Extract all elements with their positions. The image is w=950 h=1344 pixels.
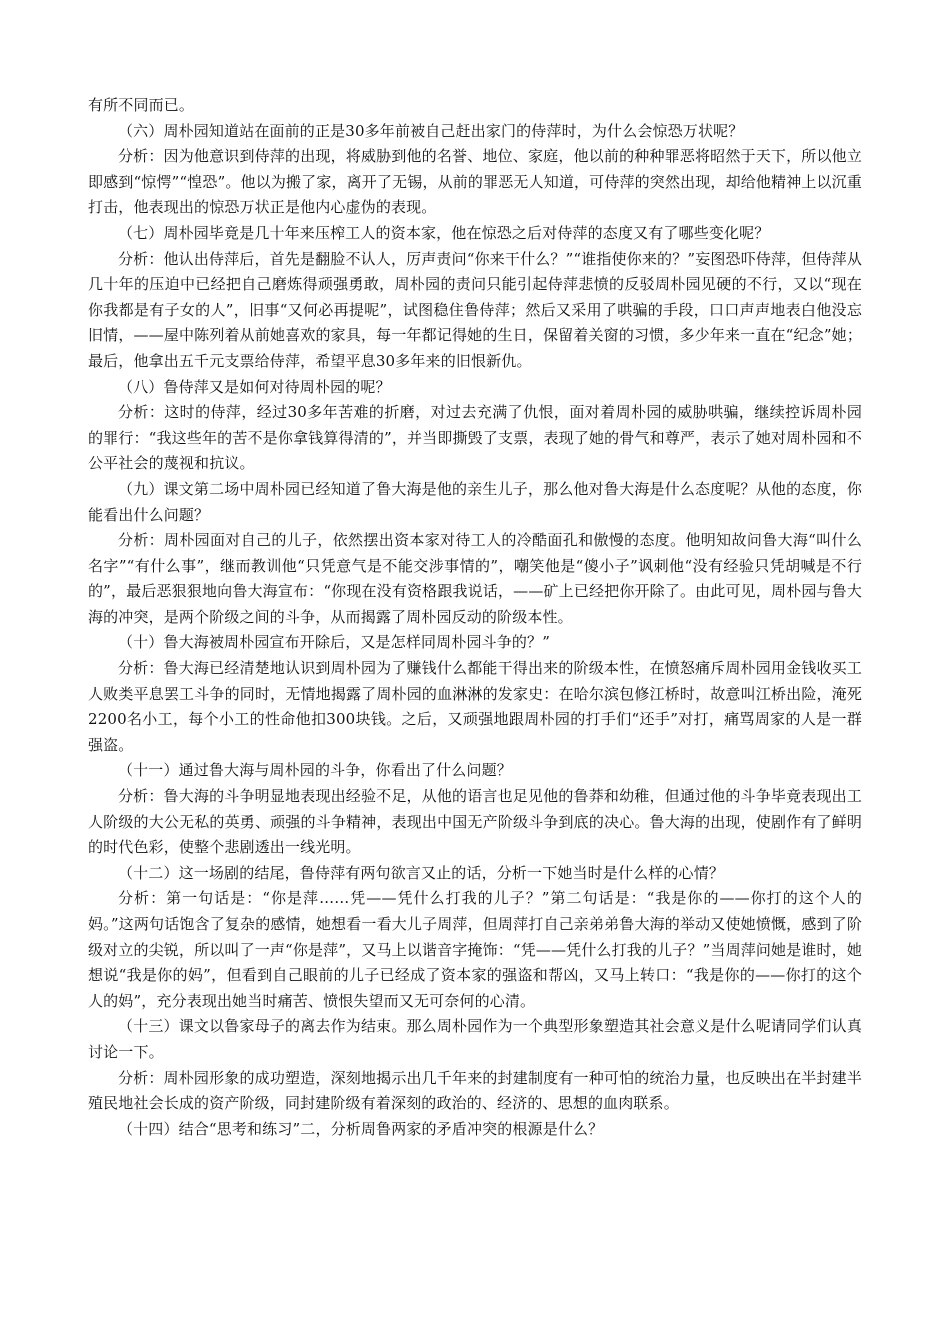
question-6: （六）周朴园知道站在面前的正是30多年前被自己赶出家门的侍萍时，为什么会惊恐万状呢？	[118, 121, 744, 140]
analysis-8: 分析：这时的侍萍，经过30多年苦难的折磨，对过去充满了仇恨，面对着周朴园的威胁哄骗，继续控诉周朴园的罪行：“我这些年的苦不是你拿钱算得清的”，并当即撕毁了支票，表现了她的骨气和尊严，表示了她对周朴园和不公平社会的蔑视和抗议。	[88, 403, 862, 473]
question-9: （九）课文第二场中周朴园已经知道了鲁大海是他的亲生儿子，那么他对鲁大海是什么态度呢？从他的态度，你能看出什么问题？	[88, 479, 862, 524]
analysis-6: 分析：因为他意识到侍萍的出现，将威胁到他的名誉、地位、家庭，他以前的种种罪恶将昭然于天下，所以他立即感到“惊愕”“惶恐”。他以为搬了家，离开了无锡，从前的罪恶无人知道，可侍萍的突然出现，却给他精神上以沉重打击，他表现出的惊恐万状正是他内心虚伪的表现。	[88, 147, 862, 217]
question-11: （十一）通过鲁大海与周朴园的斗争，你看出了什么问题？	[118, 761, 512, 780]
analysis-13: 分析：周朴园形象的成功塑造，深刻地揭示出几千年来的封建制度有一种可怕的统治力量，也反映出在半封建半殖民地社会长成的资产阶级，同封建阶级有着深刻的政治的、经济的、思想的血肉联系。	[88, 1068, 862, 1113]
analysis-12: 分析：第一句话是：“你是萍……凭——凭什么打我的儿子？”第二句话是：“我是你的——你打的这个人的妈。”这两句话饱含了复杂的感情，她想看一看大儿子周萍，但周萍打自己亲弟弟鲁大海的举动又使她愤慨，感到了阶级对立的尖锐，所以叫了一声“你是萍”，又马上以谐音字掩饰：“凭——凭什么打我的儿子？”当周萍问她是谁时，她想说“我是你的妈”，但看到自己眼前的儿子已经成了资本家的强盗和帮凶，又马上转口：“我是你的——你打的这个人的妈”，充分表现出她当时痛苦、愤恨失望而又无可奈何的心清。	[88, 889, 862, 1010]
question-8: （八）鲁侍萍又是如何对待周朴园的呢？	[118, 377, 391, 396]
question-13: （十三）课文以鲁家母子的离去作为结束。那么周朴园作为一个典型形象塑造其社会意义是什么呢请同学们认真讨论一下。	[88, 1017, 862, 1061]
analysis-10: 分析：鲁大海已经清楚地认识到周朴园为了赚钱什么都能干得出来的阶级本性，在愤怒痛斥周朴园用金钱收买工人败类平息罢工斗争的同时，无情地揭露了周朴园的血淋淋的发家史：在哈尔滨包修江桥时，故意叫江桥出险，淹死2200名小工，每个小工的性命他扣300块钱。之后，又顽强地跟周朴园的打手们“还手”对打，痛骂周家的人是一群强盗。	[88, 659, 862, 754]
question-10: （十）鲁大海被周朴园宣布开除后，又是怎样同周朴园斗争的？”	[118, 633, 551, 652]
paragraph-continuation: 有所不同而已。	[88, 96, 195, 114]
analysis-9: 分析：周朴园面对自己的儿子，依然摆出资本家对待工人的冷酷面孔和傲慢的态度。他明知故问鲁大海“叫什么名字”“有什么事”，继而教训他“只凭意气是不能交涉事情的”，嘲笑他是“傻小子”讽刺他“没有经验只凭胡喊是不行的”，最后恶狠狠地向鲁大海宣布：“你现在没有资格跟我说话，——矿上已经把你开除了。由此可见，周朴园与鲁大海的冲突，是两个阶级之间的斗争，从而揭露了周朴园反动的阶级本性。	[88, 531, 862, 626]
analysis-7: 分析：他认出侍萍后，首先是翻脸不认人，厉声责问“你来干什么？”“谁指使你来的？”妄图恐吓侍萍，但侍萍从几十年的压迫中已经把自己磨炼得顽强勇敢，周朴园的责问只能引起侍萍悲愤的反驳周朴园见硬的不行，又以“现在你我都是有子女的人”，旧事“又何必再提呢”，试图稳住鲁侍萍；然后又采用了哄骗的手段，口口声声地表白他没忘旧情，——屋中陈列着从前她喜欢的家具，每一年都记得她的生日，保留着关窗的习惯，多少年来一直在“纪念”她；最后，他拿出五千元支票给侍萍，希望平息30多年来的旧恨新仇。	[88, 249, 862, 370]
question-7: （七）周朴园毕竟是几十年来压榨工人的资本家，他在惊恐之后对侍萍的态度又有了哪些变化呢？	[118, 223, 770, 242]
question-14: （十四）结合“思考和练习”二，分析周鲁两家的矛盾冲突的根源是什么？	[118, 1119, 604, 1138]
analysis-11: 分析：鲁大海的斗争明显地表现出经验不足，从他的语言也足见他的鲁莽和幼稚，但通过他的斗争毕竟表现出工人阶级的大公无私的英勇、顽强的斗争精神，表现出中国无产阶级斗争到底的决心。鲁大海的出现，使剧作有了鲜明的时代色彩，使整个悲剧透出一线光明。	[88, 787, 862, 857]
question-12: （十二）这一场剧的结尾，鲁侍萍有两句欲言又止的话，分析一下她当时是什么样的心情？	[118, 863, 725, 882]
